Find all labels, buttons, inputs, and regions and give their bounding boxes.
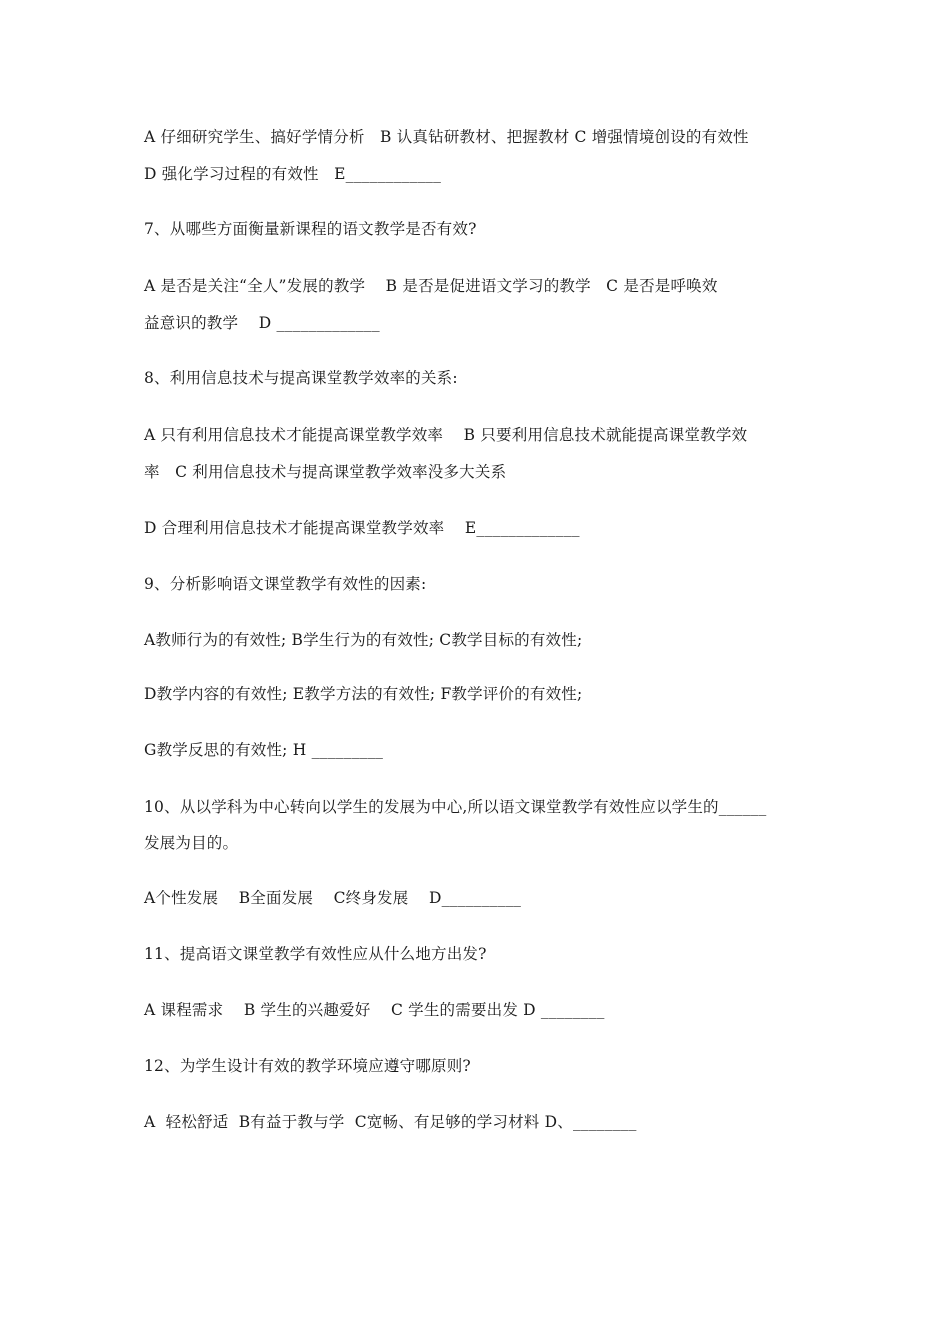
option-line-6-abc: A 仔细研究学生、搞好学情分析 B 认真钻研教材、把握教材 C 增强情境创设的有效性 xyxy=(144,128,749,146)
question-7: 7、从哪些方面衡量新课程的语文教学是否有效? xyxy=(144,220,477,238)
option-line-12: A 轻松舒适 B有益于教与学 C宽畅、有足够的学习材料 D、________ xyxy=(144,1113,637,1131)
option-line-11: A 课程需求 B 学生的兴趣爱好 C 学生的需要出发 D ________ xyxy=(144,1001,605,1019)
option-line-9-def: D教学内容的有效性; E教学方法的有效性; F教学评价的有效性; xyxy=(144,685,583,703)
option-line-7-abc: A 是否是关注“全人”发展的教学 B 是否是促进语文学习的教学 C 是否是呼唤效 xyxy=(144,277,718,295)
option-line-6-de: D 强化学习过程的有效性 E____________ xyxy=(144,165,442,183)
option-line-9-abc: A教师行为的有效性; B学生行为的有效性; C教学目标的有效性; xyxy=(144,631,583,649)
option-line-8-ab: A 只有利用信息技术才能提高课堂教学效率 B 只要利用信息技术就能提高课堂教学效 xyxy=(144,426,748,444)
question-12: 12、为学生设计有效的教学环境应遵守哪原则? xyxy=(144,1057,471,1075)
question-10-continued: 发展为目的。 xyxy=(144,834,239,852)
question-9: 9、分析影响语文课堂教学有效性的因素: xyxy=(144,575,427,593)
question-11: 11、提高语文课堂教学有效性应从什么地方出发? xyxy=(144,945,487,963)
question-8: 8、利用信息技术与提高课堂教学效率的关系: xyxy=(144,369,458,387)
option-line-10: A个性发展 B全面发展 C终身发展 D__________ xyxy=(144,889,522,907)
option-line-8-c: 率 C 利用信息技术与提高课堂教学效率没多大关系 xyxy=(144,463,507,481)
option-line-8-de: D 合理利用信息技术才能提高课堂教学效率 E_____________ xyxy=(144,519,580,537)
question-10: 10、从以学科为中心转向以学生的发展为中心,所以语文课堂教学有效性应以学生的______ xyxy=(144,798,767,816)
option-line-9-gh: G教学反思的有效性; H _________ xyxy=(144,741,384,759)
option-line-7-d: 益意识的教学 D _____________ xyxy=(144,314,380,332)
